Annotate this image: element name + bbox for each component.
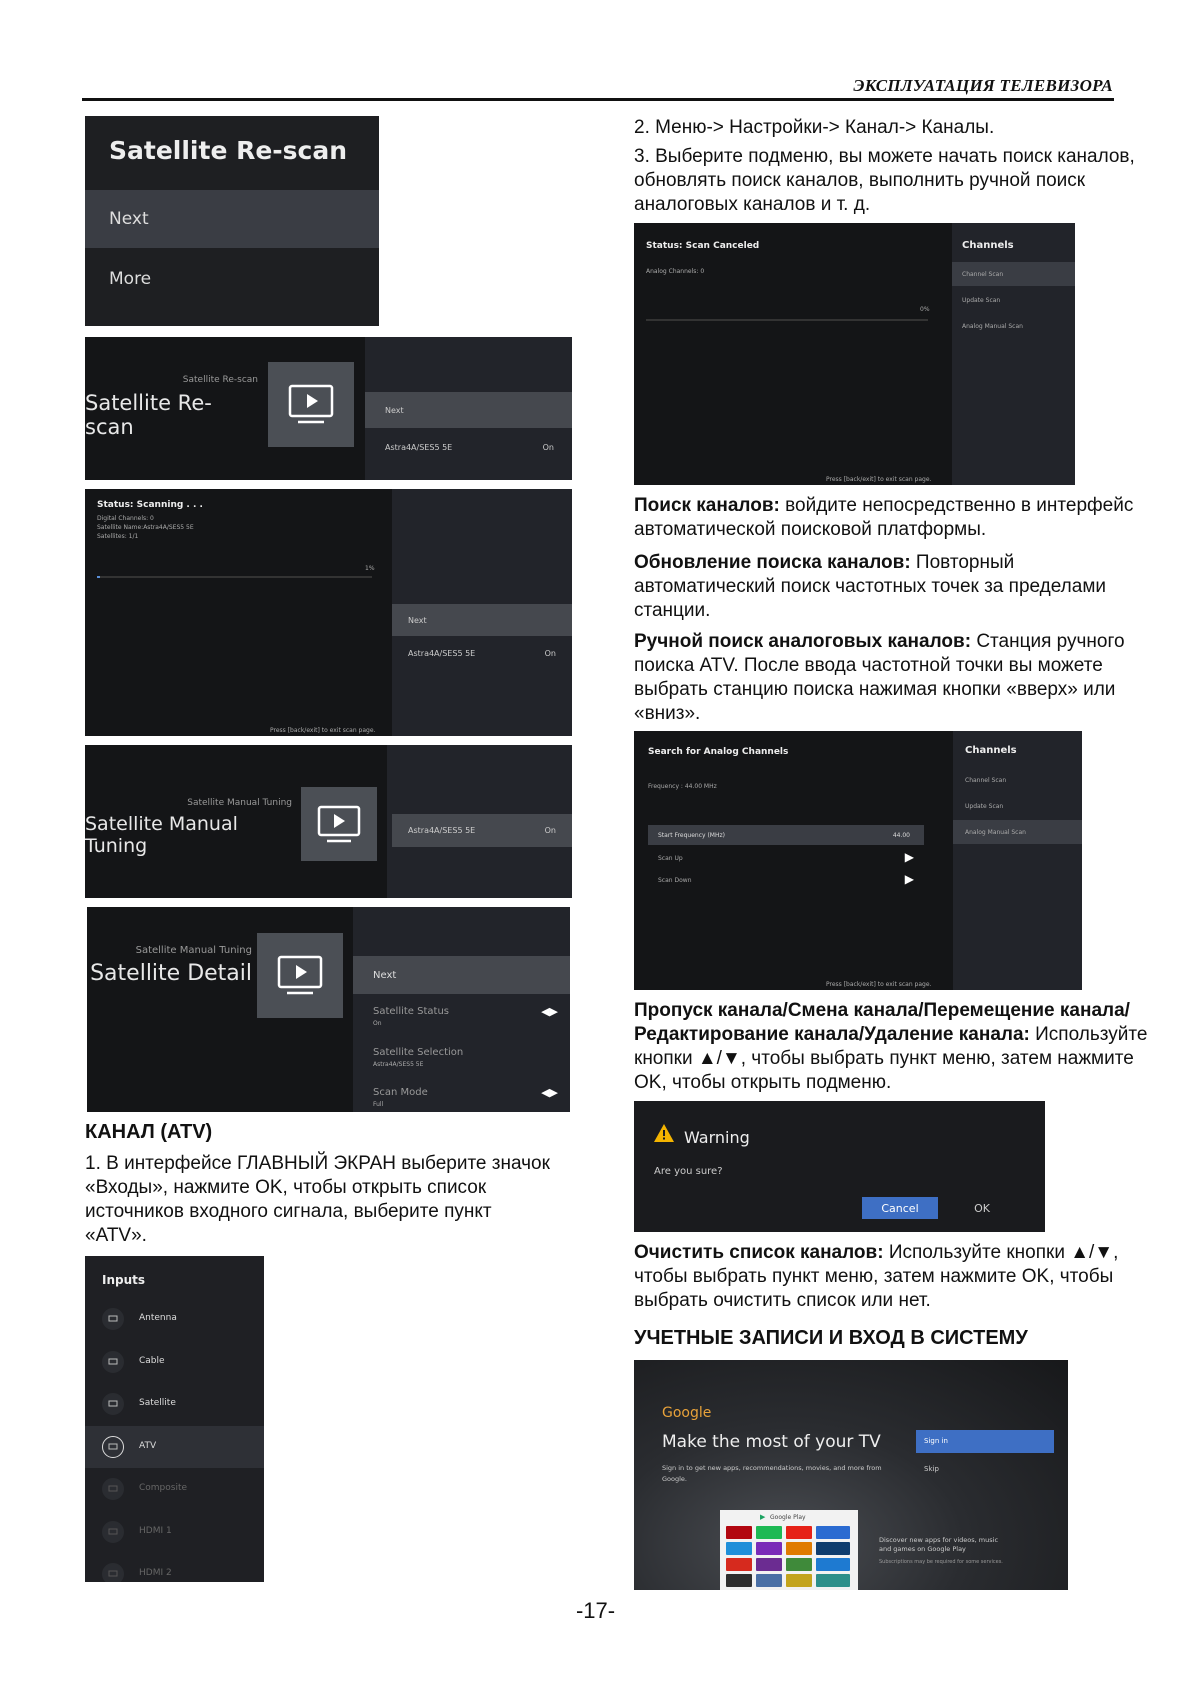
scan-footer: Press [back/exit] to exit scan page. [826, 981, 932, 988]
channel-scan-item[interactable] [953, 768, 1082, 792]
satellite-detail-screen [87, 907, 570, 1112]
inputs-title: Inputs [102, 1273, 146, 1287]
ok-button[interactable] [944, 1197, 1020, 1219]
google-play-label: Google Play [770, 1514, 806, 1521]
menu-title: Satellite Re-scan [109, 136, 348, 165]
next-item[interactable] [353, 956, 570, 994]
input-item-antenna[interactable] [85, 1298, 264, 1340]
scan-progress-track [646, 319, 928, 321]
satellite-name: Astra4A/SES5 5E [385, 443, 453, 452]
breadcrumb: Satellite Re-scan [182, 375, 258, 385]
scan-footer: Press [back/exit] to exit scan page. [826, 476, 932, 483]
satellite-item[interactable] [392, 814, 572, 847]
analog-channels-count: Analog Channels: 0 [646, 268, 705, 275]
next-item[interactable] [392, 604, 572, 636]
paragraph-analog-manual-scan [634, 630, 1154, 726]
input-label: ATV [139, 1440, 157, 1451]
input-item-satellite[interactable] [85, 1383, 264, 1425]
paragraph-channel-edit [634, 999, 1154, 1095]
term: Обновление поиска каналов: [634, 552, 911, 573]
header-rule [82, 98, 1114, 101]
skip-label: Skip [924, 1465, 939, 1473]
warning-dialog [634, 1101, 1045, 1232]
row-label: Satellite Selection [373, 1047, 464, 1058]
analog-search-screen [634, 731, 1082, 990]
tv-play-icon [301, 787, 377, 861]
paragraph-update-scan [634, 551, 1154, 623]
frequency-readout: Frequency : 44.00 MHz [648, 783, 717, 790]
scan-footer: Press [back/exit] to exit scan page. [270, 727, 376, 734]
satellite-item[interactable] [392, 639, 572, 669]
panel-title: Channels [962, 240, 1014, 251]
scan-mode-item[interactable] [353, 1083, 570, 1112]
input-source-icon [102, 1351, 124, 1373]
satellite-status-item[interactable] [353, 1002, 570, 1036]
input-label: Antenna [139, 1313, 177, 1323]
channels-scan-canceled-screen [634, 223, 1075, 485]
row-value: Astra4A/SES5 5E [373, 1061, 424, 1068]
definition: Используйте кнопки ▲/▼, чтобы выбрать пункт меню, затем нажмите OK, чтобы открыть подменю. [634, 1024, 1148, 1093]
satellite-rescan-menu [85, 116, 379, 326]
input-label: HDMI 1 [139, 1525, 172, 1536]
term: Ручной поиск аналоговых каналов: [634, 631, 972, 652]
screen-title: Satellite Detail [90, 961, 252, 986]
scan-up-row[interactable] [648, 848, 924, 868]
cancel-button[interactable] [862, 1197, 938, 1219]
input-item-hdmi-1[interactable] [85, 1511, 264, 1553]
term: Поиск каналов: [634, 495, 780, 516]
input-label: Cable [139, 1355, 165, 1366]
input-label: Satellite [139, 1398, 176, 1408]
input-item-hdmi-2[interactable] [85, 1553, 264, 1582]
menu-item-label: More [109, 269, 152, 289]
input-source-icon [102, 1436, 124, 1458]
page-number: -17- [575, 1598, 616, 1623]
cancel-label: Cancel [881, 1202, 919, 1215]
tv-play-icon [268, 362, 354, 447]
input-label: Composite [139, 1483, 188, 1493]
screen-title: Satellite Manual Tuning [85, 813, 238, 857]
next-label: Next [385, 406, 404, 415]
paragraph-clear-list [634, 1241, 1154, 1313]
panel-title: Channels [965, 745, 1017, 756]
row-value: Full [373, 1101, 384, 1108]
item-label: Update Scan [965, 803, 1004, 810]
input-source-icon [102, 1521, 124, 1543]
item-label: Update Scan [962, 297, 1001, 304]
ok-label: OK [974, 1202, 990, 1215]
row-value: On [373, 1020, 382, 1027]
row-label: Scan Down [658, 877, 692, 884]
section-heading-atv: КАНАЛ (ATV) [85, 1121, 213, 1143]
google-signin-screen [634, 1360, 1068, 1590]
input-source-icon [102, 1308, 124, 1330]
scan-percent: 1% [365, 565, 375, 572]
menu-item-more[interactable] [85, 250, 379, 308]
input-label: HDMI 2 [139, 1568, 172, 1578]
breadcrumb: Satellite Manual Tuning [187, 798, 292, 808]
sign-in-label: Sign in [924, 1437, 948, 1445]
next-label: Next [408, 616, 427, 625]
row-value: 44.00 [892, 832, 910, 839]
start-frequency-row[interactable] [648, 825, 924, 845]
definition: войдите непосредственно в интерфейс автоматической поисковой платформы. [634, 495, 1134, 540]
term: Очистить список каналов: [634, 1242, 884, 1263]
input-source-icon [102, 1478, 124, 1500]
warning-icon [654, 1124, 674, 1146]
signin-description: Sign in to get new apps, recommendations, movies, and more from Google. [662, 1464, 882, 1483]
row-label: Satellite Status [373, 1006, 450, 1017]
step-2: 2. Меню-> Настройки-> Канал-> Каналы. [634, 117, 995, 138]
channel-scan-item[interactable] [952, 262, 1075, 286]
signin-title: Make the most of your TV [662, 1432, 881, 1452]
satellite-rescan-screen [85, 337, 572, 480]
row-label: Scan Mode [373, 1087, 428, 1098]
breadcrumb: Satellite Manual Tuning [135, 945, 252, 956]
scanning-screen [85, 489, 572, 736]
paragraph-channel-scan [634, 494, 1154, 542]
google-play-icon: ▶ [760, 1513, 766, 1521]
satellite-value: On [544, 826, 556, 835]
scan-status: Status: Scan Canceled [646, 241, 760, 251]
scan-progress-track [97, 576, 372, 578]
running-header: ЭКСПЛУАТАЦИЯ ТЕЛЕВИЗОРА [853, 76, 1113, 95]
discover-text: Discover new apps for videos, music and games on Google Play [879, 1536, 999, 1553]
definition: Станция ручного поиска ATV. После ввода частотной точки вы можете выбрать станцию поиска нажимая кнопки «вверх» или «вниз». [634, 631, 1125, 724]
update-scan-item[interactable] [952, 288, 1075, 312]
subscription-note: Subscriptions may be required for some services. [879, 1559, 1003, 1565]
section-heading-accounts: УЧЕТНЫЕ ЗАПИСИ И ВХОД В СИСТЕМУ [634, 1327, 1028, 1349]
google-play-card [720, 1510, 858, 1590]
left-right-arrows-icon: ◀▶ [541, 1005, 558, 1018]
item-label: Channel Scan [962, 271, 1004, 278]
row-label: Scan Up [658, 855, 683, 862]
screen-title: Satellite Re-scan [85, 391, 212, 439]
scan-line-2: Satellite Name:Astra4A/SES5 5E [97, 524, 194, 531]
warning-question: Are you sure? [654, 1166, 723, 1177]
satellite-name: Astra4A/SES5 5E [408, 826, 476, 835]
input-item-cable[interactable] [85, 1341, 264, 1383]
sign-in-button[interactable] [916, 1430, 1054, 1453]
satellite-value: On [544, 649, 556, 658]
satellite-item[interactable] [365, 433, 572, 463]
satellite-selection-item[interactable] [353, 1043, 570, 1077]
satellite-manual-tuning-screen [85, 745, 572, 898]
scan-line-3: Satellites: 1/1 [97, 533, 139, 540]
inputs-menu [85, 1256, 264, 1582]
input-item-atv[interactable] [85, 1426, 264, 1468]
row-label: Start Frequency (MHz) [658, 832, 725, 839]
warning-title: Warning [684, 1128, 750, 1147]
atv-paragraph: 1. В интерфейсе ГЛАВНЫЙ ЭКРАН выберите значок «Входы», нажмите OK, чтобы открыть список источников входного сигнала, выберите пункт «ATV». [85, 1153, 550, 1246]
tv-play-icon [257, 933, 343, 1018]
left-right-arrows-icon: ◀▶ [541, 1086, 558, 1099]
analog-manual-scan-item[interactable] [952, 314, 1075, 338]
definition: Используйте кнопки ▲/▼, чтобы выбрать пункт меню, затем нажмите OK, чтобы выбрать очистить список или нет. [634, 1242, 1119, 1311]
scan-progress-fill [97, 576, 100, 578]
scan-down-row[interactable] [648, 870, 924, 890]
arrow-right-icon: ▶ [904, 872, 914, 886]
scan-percent: 0% [920, 306, 930, 313]
item-label: Channel Scan [965, 777, 1007, 784]
search-title: Search for Analog Channels [648, 747, 789, 757]
skip-button[interactable] [916, 1459, 1054, 1479]
scan-line-1: Digital Channels: 0 [97, 515, 154, 522]
arrow-right-icon: ▶ [904, 850, 914, 864]
item-label: Analog Manual Scan [965, 829, 1026, 836]
definition: Повторный автоматический поиск частотных точек за пределами станции. [634, 552, 1107, 621]
term: Пропуск канала/Смена канала/Перемещение канала/Редактирование канала/Удаление канала: [634, 1000, 1130, 1045]
step-3: 3. Выберите подменю, вы можете начать поиск каналов, обновлять поиск каналов, выполнить ручной поиск аналоговых каналов и т. д. [634, 146, 1135, 215]
menu-item-next[interactable] [85, 190, 379, 248]
satellite-name: Astra4A/SES5 5E [408, 649, 476, 658]
satellite-value: On [542, 443, 554, 452]
analog-manual-scan-item[interactable] [953, 820, 1082, 844]
update-scan-item[interactable] [953, 794, 1082, 818]
input-item-composite[interactable] [85, 1468, 264, 1510]
next-item[interactable] [365, 392, 572, 428]
input-source-icon [102, 1393, 124, 1415]
next-label: Next [373, 970, 397, 981]
scan-status: Status: Scanning . . . [97, 500, 203, 510]
google-logo: Google [662, 1405, 712, 1421]
menu-item-label: Next [109, 209, 149, 229]
input-source-icon [102, 1563, 124, 1582]
item-label: Analog Manual Scan [962, 323, 1023, 330]
